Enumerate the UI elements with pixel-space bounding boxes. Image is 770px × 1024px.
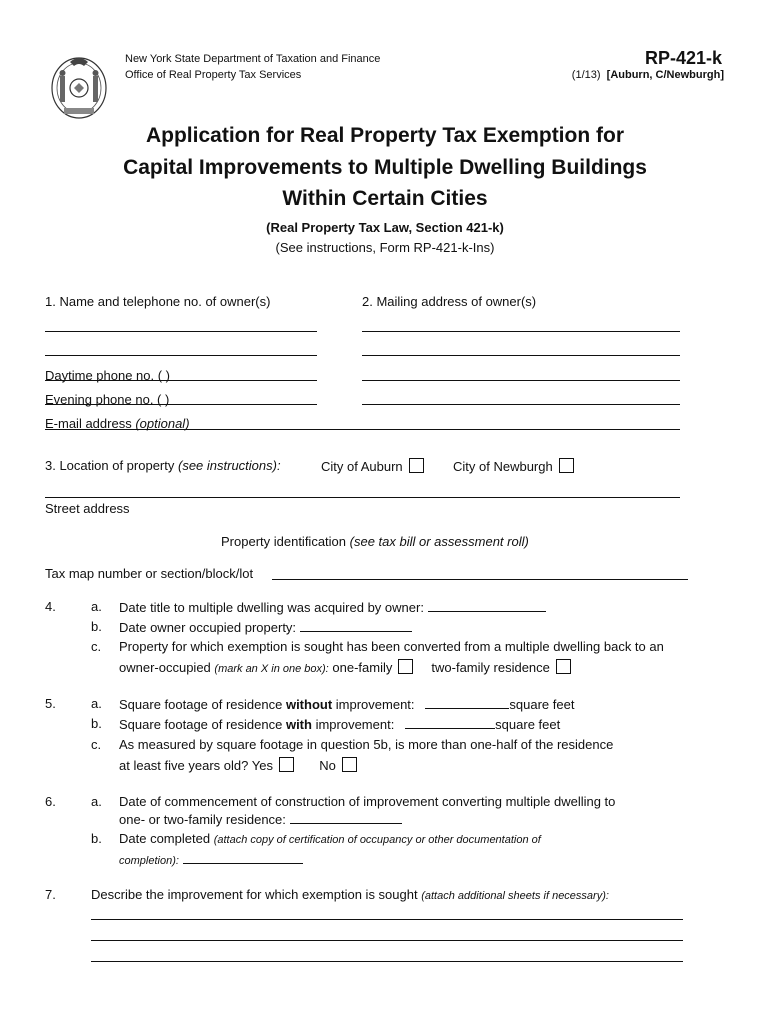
sqft-with-field[interactable] (405, 716, 495, 729)
q4c-text-line-1: Property for which exemption is sought has been converted from a multiple dwelling back to an (119, 639, 664, 654)
improvement-description-line-2[interactable] (91, 940, 683, 941)
street-address-field[interactable] (45, 497, 680, 498)
property-id-note: (see tax bill or assessment roll) (349, 534, 529, 549)
q6b-note-line-1: (attach copy of certification of occupancy or other documentation of (213, 834, 541, 846)
q5c-text-line-2: at least five years old? (119, 758, 249, 773)
email-optional-note: (optional) (135, 416, 190, 431)
q5c-text-line-1: As measured by square footage in question 5b, is more than one-half of the residence (119, 737, 614, 752)
two-family-checkbox[interactable] (556, 659, 571, 674)
title-line-2: Capital Improvements to Multiple Dwelling Buildings (123, 156, 647, 179)
office-name: Office of Real Property Tax Services (125, 69, 302, 81)
yes-checkbox[interactable] (279, 757, 294, 772)
q7-note: (attach additional sheets if necessary): (421, 890, 609, 902)
q5a-text-post: improvement: (332, 697, 415, 712)
city-newburgh-label: City of Newburgh (453, 459, 553, 474)
q5c-letter: c. (91, 737, 102, 752)
mailing-address-line-4[interactable] (362, 404, 680, 405)
q5b-text-post: improvement: (311, 717, 395, 732)
evening-phone-label: Evening phone no. ( ) (45, 392, 170, 407)
q7-text: Describe the improvement for which exemption is sought (91, 887, 418, 902)
city-auburn-label: City of Auburn (321, 459, 403, 474)
q4a-row (119, 599, 546, 615)
daytime-phone-field[interactable] (45, 380, 317, 381)
q6a-row-2 (119, 811, 402, 827)
q6a-text-line-1: Date of commencement of construction of improvement converting multiple dwelling to (119, 794, 616, 809)
city-newburgh-checkbox[interactable] (559, 458, 574, 473)
improvement-description-line-3[interactable] (91, 961, 683, 962)
q5c-row-2 (119, 757, 357, 773)
q4b-row (119, 619, 412, 635)
city-auburn-option (321, 458, 424, 474)
completion-date-field[interactable] (183, 851, 303, 864)
q5-number: 5. (45, 696, 56, 711)
q6b-note-line-2: completion): (119, 855, 179, 867)
q5b-unit: square feet (495, 717, 561, 732)
q4a-letter: a. (91, 599, 102, 614)
q5a-unit: square feet (509, 697, 575, 712)
city-newburgh-option (453, 458, 574, 474)
department-name: New York State Department of Taxation and Finance (125, 53, 381, 65)
city-auburn-checkbox[interactable] (409, 458, 424, 473)
instructions-reference: (See instructions, Form RP-421-k-Ins) (275, 240, 495, 255)
q4b-letter: b. (91, 619, 102, 634)
title-line-3: Within Certain Cities (282, 187, 488, 210)
q4-number: 4. (45, 599, 56, 614)
yes-label: Yes (251, 758, 273, 773)
q4c-letter: c. (91, 639, 102, 654)
q7-row (91, 887, 609, 902)
q5b-row (119, 716, 560, 732)
street-address-label: Street address (45, 501, 130, 516)
q6-number: 6. (45, 794, 56, 809)
q4c-row-2 (119, 659, 571, 675)
q6b-text: Date completed (119, 831, 211, 846)
two-family-label: two-family residence (431, 660, 550, 675)
ny-state-seal-icon (50, 52, 108, 120)
q3-label-text: 3. Location of property (45, 458, 175, 473)
mailing-address-line-1[interactable] (362, 331, 680, 332)
no-label: No (319, 758, 336, 773)
email-field[interactable] (45, 429, 680, 430)
property-id-heading (221, 534, 529, 549)
one-family-label: one-family (332, 660, 393, 675)
mailing-address-line-3[interactable] (362, 380, 680, 381)
q5b-text-bold: with (285, 717, 312, 732)
law-reference: (Real Property Tax Law, Section 421-k) (266, 220, 504, 235)
q4c-text-line-2: owner-occupied (119, 660, 211, 675)
q3-label (45, 458, 281, 473)
title-line-1: Application for Real Property Tax Exemption for (145, 124, 625, 147)
evening-phone-field[interactable] (45, 404, 317, 405)
q6b-row (119, 831, 541, 846)
title-acquired-date-field[interactable] (428, 599, 546, 612)
owner-occupied-date-field[interactable] (300, 619, 412, 632)
q5b-letter: b. (91, 716, 102, 731)
q3-note: (see instructions): (177, 458, 281, 473)
improvement-description-line-1[interactable] (91, 919, 683, 920)
q5a-row (119, 696, 574, 712)
form-revision (572, 69, 724, 81)
q6a-letter: a. (91, 794, 102, 809)
q6b-row-2 (119, 851, 303, 867)
q2-label: 2. Mailing address of owner(s) (362, 294, 537, 309)
q4c-note: (mark an X in one box): (214, 663, 329, 675)
property-id-text: Property identification (221, 534, 347, 549)
tax-map-field[interactable] (272, 579, 688, 580)
sqft-without-field[interactable] (425, 696, 509, 709)
q5b-text-pre: Square footage of residence (119, 717, 286, 732)
applicable-cities: [Auburn, C/Newburgh] (606, 69, 724, 81)
q4a-text: Date title to multiple dwelling was acquired by owner: (119, 600, 424, 615)
construction-start-date-field[interactable] (290, 811, 402, 824)
email-label-text: E-mail address (45, 416, 132, 431)
form-id: RP-421-k (644, 48, 722, 68)
owner-name-line-1[interactable] (45, 331, 317, 332)
mailing-address-line-2[interactable] (362, 355, 680, 356)
q5a-letter: a. (91, 696, 102, 711)
one-family-checkbox[interactable] (398, 659, 413, 674)
q6b-letter: b. (91, 831, 102, 846)
q4b-text: Date owner occupied property: (119, 620, 297, 635)
q5a-text-pre: Square footage of residence (119, 697, 286, 712)
q5a-text-bold: without (285, 697, 333, 712)
q1-label: 1. Name and telephone no. of owner(s) (45, 294, 271, 309)
revision-date: (1/13) (571, 69, 601, 81)
tax-map-label: Tax map number or section/block/lot (45, 566, 254, 581)
owner-name-line-2[interactable] (45, 355, 317, 356)
daytime-phone-label: Daytime phone no. ( ) (45, 368, 171, 383)
no-checkbox[interactable] (342, 757, 357, 772)
q7-number: 7. (45, 887, 56, 902)
q6a-text-line-2: one- or two-family residence: (119, 812, 286, 827)
